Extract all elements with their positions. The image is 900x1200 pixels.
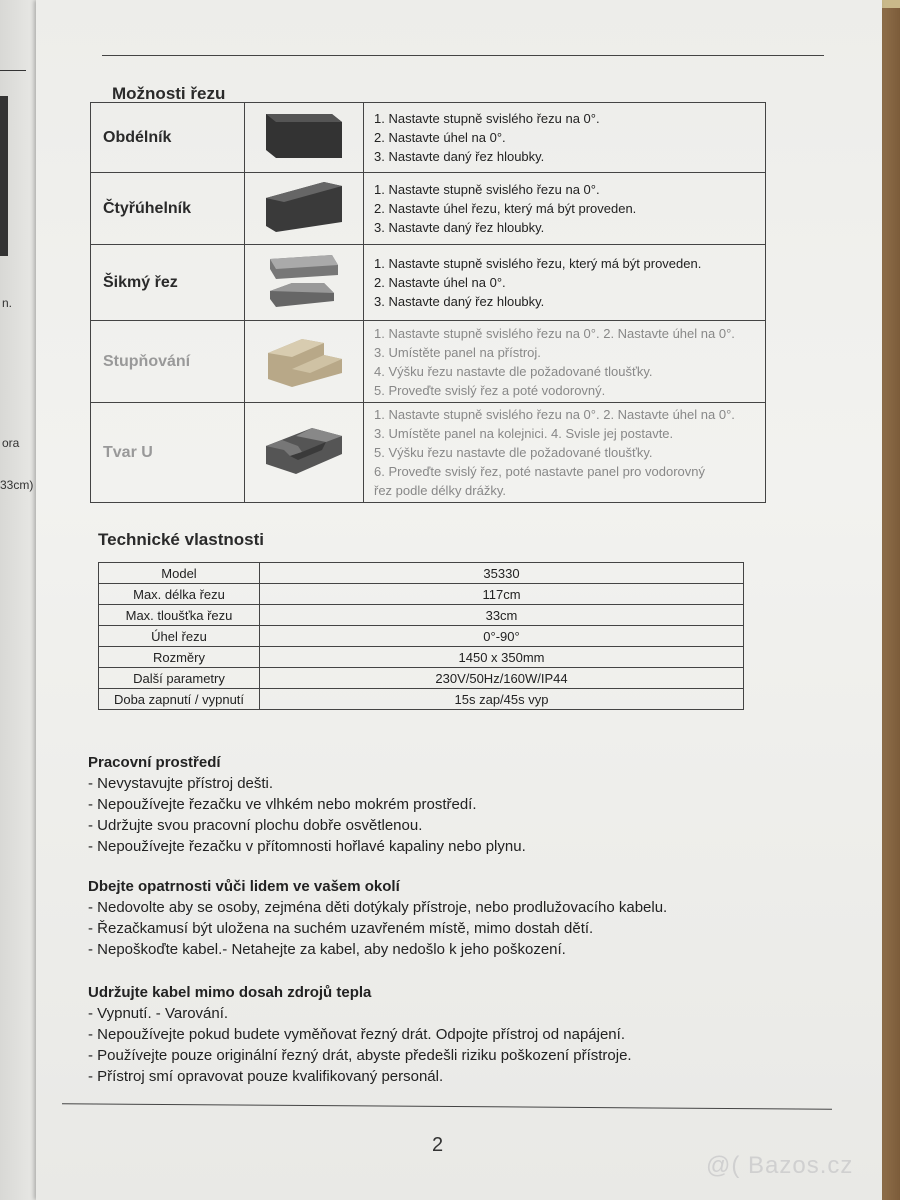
- cut-option-step: 3. Nastavte daný řez hloubky.: [374, 220, 545, 235]
- bottom-rule: [62, 1103, 832, 1109]
- cut-option-step: 2. Nastavte úhel řezu, který má být proveden.: [374, 201, 637, 216]
- section-line: - Řezačkamusí být uložena na suchém uzavřeném místě, mimo dostah dětí.: [88, 920, 594, 937]
- tech-table: [98, 562, 744, 710]
- tech-value: 1450 x 350mm: [260, 647, 744, 668]
- cut-option-name: Stupňování: [91, 321, 245, 403]
- cut-option-step: 2. Nastavte úhel na 0°.: [374, 130, 506, 145]
- cut-option-image: [245, 173, 364, 245]
- section-line: - Udržujte svou pracovní plochu dobře osvětlenou.: [88, 817, 423, 834]
- cut-option-steps: [364, 173, 766, 245]
- tech-row: [99, 626, 744, 647]
- left-fragment-3: 33cm): [0, 478, 34, 492]
- cut-options-table: [90, 102, 766, 503]
- cut-option-name: Tvar U: [91, 403, 245, 503]
- bevel-cut-blocks-icon: [262, 251, 346, 314]
- tech-value: 33cm: [260, 605, 744, 626]
- cut-option-step: 3. Nastavte daný řez hloubky.: [374, 149, 545, 164]
- top-rule: [102, 55, 824, 56]
- tech-value: 15s zap/45s vyp: [260, 689, 744, 710]
- section-title: Udržujte kabel mimo dosah zdrojů tepla: [88, 984, 372, 1001]
- cut-option-steps: [364, 103, 766, 173]
- cut-option-step: 3. Umístěte panel na kolejnici. 4. Svisle jej postavte.: [374, 426, 674, 441]
- cut-option-name: Obdélník: [91, 103, 245, 173]
- cut-option-step: 1. Nastavte stupně svislého řezu na 0°.: [374, 111, 600, 126]
- left-fragment-2: ora: [2, 436, 20, 450]
- cut-option-row: [91, 103, 766, 173]
- section-line: - Nepoužívejte pokud budete vyměňovat řezný drát. Odpojte přístroj od napájení.: [88, 1026, 625, 1043]
- tech-value: 0°-90°: [260, 626, 744, 647]
- cut-option-step: 2. Nastavte úhel na 0°.: [374, 275, 506, 290]
- cut-option-step: 1. Nastavte stupně svislého řezu na 0°. 2. Nastavte úhel na 0°.: [374, 325, 735, 341]
- tech-value: 35330: [260, 563, 744, 584]
- tech-key: Rozměry: [99, 647, 260, 668]
- tech-key: Max. tloušťka řezu: [99, 605, 260, 626]
- cut-option-steps: [364, 321, 766, 403]
- section-line: - Nepoužívejte řezačku ve vlhkém nebo mokrém prostředí.: [88, 796, 477, 813]
- cut-option-step: 1. Nastavte stupně svislého řezu na 0°. 2. Nastavte úhel na 0°.: [374, 407, 735, 422]
- stepped-block-icon: [262, 329, 346, 394]
- tech-row: [99, 563, 744, 584]
- section-title: Dbejte opatrnosti vůči lidem ve vašem okolí: [88, 878, 400, 895]
- left-page-rule: [0, 70, 26, 71]
- cut-option-row: [91, 403, 766, 503]
- tech-value: 230V/50Hz/160W/IP44: [260, 668, 744, 689]
- cut-option-steps: [364, 403, 766, 503]
- page-number: 2: [432, 1134, 444, 1156]
- cut-option-image: [245, 321, 364, 403]
- cut-option-name: Šikmý řez: [91, 245, 245, 321]
- section-line: - Nevystavujte přístroj dešti.: [88, 775, 274, 792]
- cut-option-step: 3. Umístěte panel na přístroj.: [374, 344, 541, 360]
- cut-options-title: Možnosti řezu: [112, 84, 226, 103]
- section-line: - Nepoškoďte kabel.- Netahejte za kabel, aby nedošlo k jeho poškození.: [88, 941, 566, 958]
- section-line: - Nepoužívejte řezačku v přítomnosti hořlavé kapaliny nebo plynu.: [88, 838, 526, 855]
- cut-option-name: Čtyřúhelník: [91, 173, 245, 245]
- left-fragment-1: n.: [2, 296, 13, 310]
- rectangle-block-icon: [262, 108, 346, 167]
- safety-section: [88, 876, 667, 960]
- tech-row: [99, 584, 744, 605]
- u-shape-block-icon: [262, 420, 346, 485]
- cut-option-image: [245, 403, 364, 503]
- cut-option-row: [91, 245, 766, 321]
- tech-row: [99, 668, 744, 689]
- cut-option-row: [91, 321, 766, 403]
- left-page-image-edge: [0, 96, 8, 256]
- cut-option-step: 4. Výšku řezu nastavte dle požadované tloušťky.: [374, 363, 653, 379]
- tech-row: [99, 605, 744, 626]
- cut-option-step: řez podle délky drážky.: [374, 483, 506, 498]
- section-line: - Vypnutí. - Varování.: [88, 1005, 229, 1022]
- cut-option-step: 6. Proveďte svislý řez, poté nastavte panel pro vodorovný: [374, 464, 705, 479]
- tech-row: [99, 647, 744, 668]
- cut-option-step: 1. Nastavte stupně svislého řezu, který má být proveden.: [374, 256, 702, 271]
- cut-option-step: 1. Nastavte stupně svislého řezu na 0°.: [374, 182, 600, 197]
- quadrilateral-block-icon: [262, 178, 346, 239]
- manual-page: [36, 0, 882, 1200]
- tech-key: Doba zapnutí / vypnutí: [99, 689, 260, 710]
- tech-value: 117cm: [260, 584, 744, 605]
- cut-option-image: [245, 245, 364, 321]
- cut-option-steps: [364, 245, 766, 321]
- tech-key: Další parametry: [99, 668, 260, 689]
- section-line: - Nedovolte aby se osoby, zejména děti dotýkaly přístroje, nebo prodlužovacího kabelu.: [88, 899, 668, 916]
- safety-section: [88, 752, 526, 857]
- section-line: - Přístroj smí opravovat pouze kvalifikovaný personál.: [88, 1068, 444, 1085]
- cut-option-step: 5. Proveďte svislý řez a poté vodorovný.: [374, 382, 606, 398]
- tech-key: Úhel řezu: [99, 626, 260, 647]
- tech-key: Model: [99, 563, 260, 584]
- safety-section: [88, 982, 632, 1087]
- cut-option-step: 5. Výšku řezu nastavte dle požadované tloušťky.: [374, 445, 653, 460]
- section-line: - Používejte pouze originální řezný drát, abyste předešli riziku poškození přístroje.: [88, 1047, 632, 1064]
- cut-option-row: [91, 173, 766, 245]
- section-title: Pracovní prostředí: [88, 754, 221, 771]
- cut-option-step: 3. Nastavte daný řez hloubky.: [374, 294, 545, 309]
- tech-row: [99, 689, 744, 710]
- tech-key: Max. délka řezu: [99, 584, 260, 605]
- cut-option-image: [245, 103, 364, 173]
- watermark: @( Bazos.cz: [706, 1152, 854, 1179]
- left-page-edge: [0, 0, 40, 1200]
- tech-title: Technické vlastnosti: [98, 530, 264, 549]
